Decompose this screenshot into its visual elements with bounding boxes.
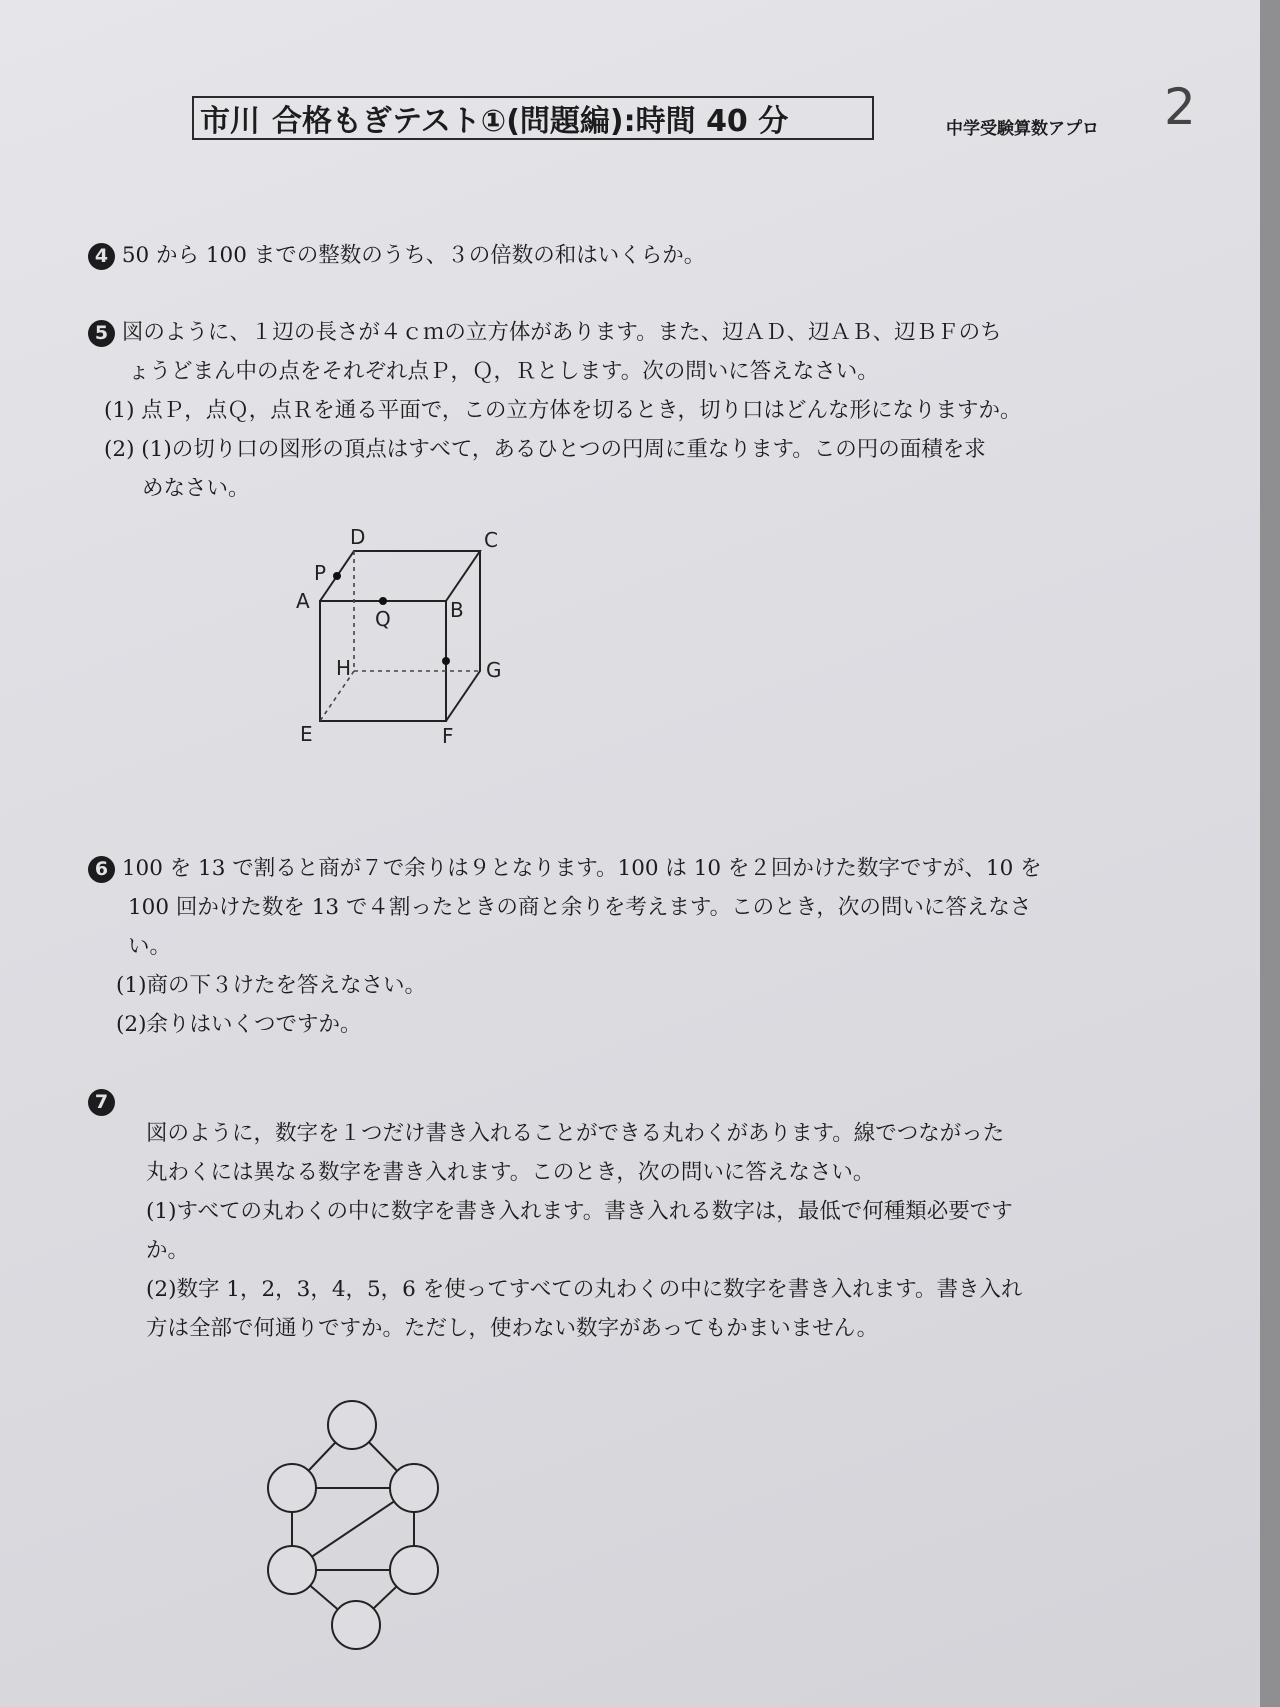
question-5-sub-2-line-2: めなさい。	[142, 476, 250, 501]
graph-node-upper-left	[268, 1464, 316, 1512]
graph-edges	[292, 1425, 414, 1625]
question-5-line-2: ょうどまん中の点をそれぞれ点Ｐ，Ｑ，Ｒとします。次の問いに答えなさい。	[128, 359, 879, 384]
question-7-line-2: 丸わくには異なる数字を書き入れます。このとき，次の問いに答えなさい。	[146, 1160, 875, 1185]
graph-node-top	[328, 1401, 376, 1449]
question-7-number: 7	[88, 1089, 115, 1116]
question-5-text-1: 図のように、１辺の長さが４ｃｍの立方体があります。また、辺ＡＤ、辺ＡＢ、辺ＢＦのち	[121, 320, 1002, 345]
label-p: P	[314, 561, 327, 585]
label-c: C	[484, 528, 498, 552]
question-5-number: 5	[88, 320, 115, 347]
question-5-sub-2-line-1: (2) (1)の切り口の図形の頂点はすべて，あるひとつの円周に重なります。この円の面積を求	[104, 437, 986, 462]
title-box	[192, 96, 874, 140]
label-b: B	[450, 598, 464, 622]
cube-figure	[290, 515, 520, 755]
point-p	[333, 572, 341, 580]
question-7-sub-2-line-1: (2)数字 1，2，3，4，5，6 を使ってすべての丸わくの中に数字を書き入れます。書き入れ	[146, 1277, 1023, 1302]
question-7-line-1: 図のように，数字を１つだけ書き入れることができる丸わくがあります。線でつながった	[146, 1121, 1005, 1146]
question-4	[88, 237, 705, 275]
graph-node-bottom	[332, 1601, 380, 1649]
question-4-number: 4	[88, 243, 115, 270]
graph-node-lower-left	[268, 1546, 316, 1594]
title-school: 市川	[200, 104, 260, 139]
label-q: Q	[375, 607, 391, 631]
question-7-heading	[88, 1083, 115, 1121]
question-6-sub-2: (2)余りはいくつですか。	[116, 1012, 362, 1037]
publisher-name: 中学受験算数アプロ	[946, 119, 1099, 139]
question-7-sub-1-line-1: (1)すべての丸わくの中に数字を書き入れます。書き入れる数字は，最低で何種類必要です	[146, 1199, 1013, 1224]
cube-top-face	[320, 551, 480, 601]
question-7-sub-2-line-2: 方は全部で何通りですか。ただし，使わない数字があってもかまいません。	[146, 1316, 879, 1341]
question-6-line-1	[88, 850, 1042, 888]
question-5-line-1	[88, 314, 1002, 352]
question-6-number: 6	[88, 856, 115, 883]
label-g: G	[486, 658, 502, 682]
page-number: 2	[1164, 78, 1196, 136]
title-test: 合格もぎテスト①(問題編):時間 40 分	[272, 104, 789, 139]
label-h: H	[336, 656, 352, 680]
graph-node-upper-right	[390, 1464, 438, 1512]
point-q	[379, 597, 387, 605]
question-6-line-3: い。	[128, 934, 172, 959]
label-d: D	[350, 525, 366, 549]
point-r	[442, 657, 450, 665]
question-6-sub-1: (1)商の下３けたを答えなさい。	[116, 973, 426, 998]
question-5-sub-1: (1) 点Ｐ，点Ｑ，点Ｒを通る平面で，この立方体を切るとき，切り口はどんな形になりますか。	[104, 398, 1022, 423]
question-6-text-1: 100 を 13 で割ると商が７で余りは９となります。100 は 10 を２回かけた数字ですが、10 を	[121, 856, 1042, 881]
question-4-text: 50 から 100 までの整数のうち、３の倍数の和はいくらか。	[121, 243, 706, 268]
label-e: E	[300, 722, 313, 746]
circle-graph-figure	[250, 1395, 460, 1655]
question-6-line-2: 100 回かけた数を 13 で４割ったときの商と余りを考えます。このとき，次の問いに答えなさ	[128, 895, 1032, 920]
label-a: A	[296, 589, 310, 613]
graph-node-lower-right	[390, 1546, 438, 1594]
cube-hidden-edges	[320, 551, 480, 721]
label-f: F	[442, 724, 454, 748]
question-7-sub-1-line-2: か。	[146, 1238, 190, 1263]
